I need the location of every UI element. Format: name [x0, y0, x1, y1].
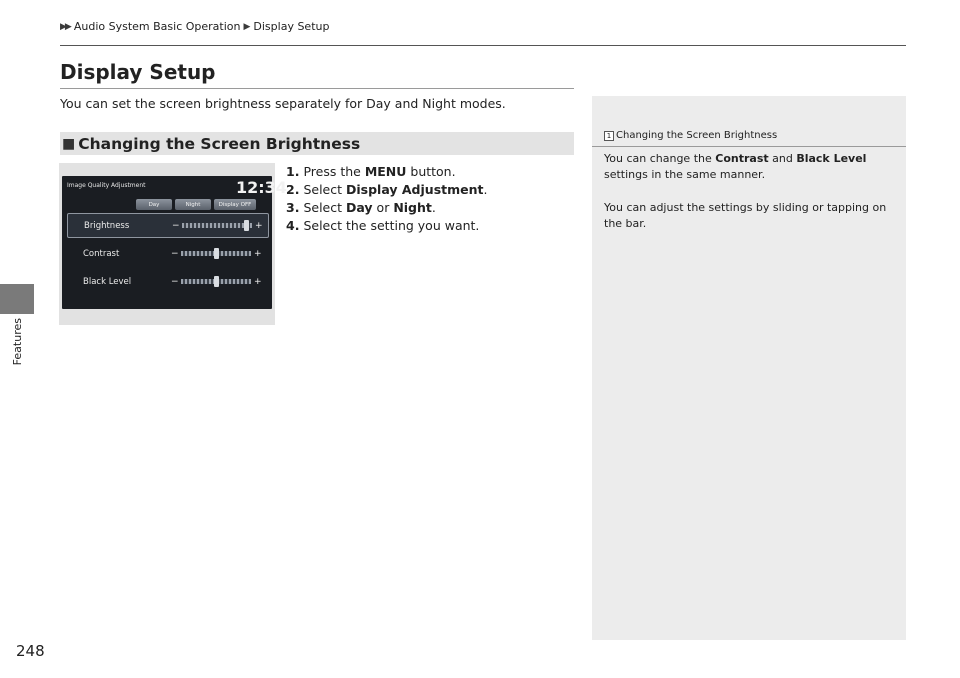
- step-text: or: [372, 200, 394, 215]
- section-square-icon: ■: [62, 135, 76, 152]
- screen-row-black-level[interactable]: [67, 269, 269, 294]
- slider-knob[interactable]: [244, 220, 249, 231]
- chapter-tab-label: Features: [11, 318, 24, 366]
- step-number: 1.: [286, 164, 300, 179]
- note-text: settings in the same manner.: [604, 168, 766, 181]
- screen-clock: 12:34: [236, 178, 287, 197]
- step-number: 3.: [286, 200, 300, 215]
- step-text: .: [483, 182, 488, 197]
- brightness-slider[interactable]: [182, 223, 252, 228]
- header-divider: [60, 45, 906, 46]
- section-title: Changing the Screen Brightness: [78, 134, 361, 153]
- section-heading: [60, 132, 574, 155]
- screen-row-label: Contrast: [83, 248, 120, 259]
- screen-display: [62, 176, 287, 309]
- intro-text: You can set the screen brightness separately for Day and Night modes.: [60, 96, 506, 111]
- page-number: 248: [16, 642, 45, 660]
- screen-tab-day[interactable]: Day: [136, 199, 172, 210]
- step-number: 4.: [286, 218, 300, 233]
- screen-row-brightness[interactable]: [67, 213, 269, 238]
- note-divider: [592, 146, 906, 147]
- contrast-slider[interactable]: [181, 251, 251, 256]
- minus-icon[interactable]: −: [171, 248, 179, 259]
- step-text: Select: [303, 200, 346, 215]
- step-bold: Day: [346, 200, 373, 215]
- chapter-tab: [0, 284, 34, 314]
- step-text: Press the: [303, 164, 365, 179]
- step-bold: MENU: [364, 164, 407, 179]
- step-number: 2.: [286, 182, 300, 197]
- note-sidebar: [592, 96, 906, 640]
- note-text: and: [768, 152, 797, 165]
- step-bold: Display Adjustment: [346, 182, 484, 197]
- note-bold: Black Level: [796, 152, 867, 165]
- breadcrumb-section: Audio System Basic Operation: [73, 20, 241, 33]
- minus-icon[interactable]: −: [172, 220, 180, 231]
- note-bold: Contrast: [715, 152, 769, 165]
- breadcrumb-separator-icon: ▶: [243, 21, 251, 32]
- note-heading: [604, 130, 777, 141]
- step-item: [286, 181, 487, 199]
- screen-row-label: Black Level: [83, 276, 132, 287]
- note-text: You can change the: [604, 152, 716, 165]
- step-bold: Night: [393, 200, 432, 215]
- page-title: Display Setup: [60, 60, 216, 84]
- screen-mode-tabs: [136, 199, 256, 210]
- breadcrumb: [60, 20, 329, 33]
- slider-knob[interactable]: [214, 248, 219, 259]
- step-text: .: [431, 200, 436, 215]
- reference-number-icon: 1: [604, 131, 614, 141]
- black-level-slider[interactable]: [181, 279, 251, 284]
- step-item: [286, 217, 487, 235]
- step-item: [286, 163, 487, 181]
- step-text: Select: [303, 182, 346, 197]
- step-item: [286, 199, 487, 217]
- note-paragraph: [604, 151, 896, 183]
- step-text: Select the setting you want.: [303, 218, 480, 233]
- screen-title: Image Quality Adjustment: [67, 182, 146, 189]
- minus-icon[interactable]: −: [171, 276, 179, 287]
- screen-row-contrast[interactable]: [67, 241, 269, 266]
- note-heading-text: Changing the Screen Brightness: [616, 130, 778, 141]
- screen-tab-night[interactable]: Night: [175, 199, 211, 210]
- breadcrumb-arrow-icon: ▶▶: [60, 21, 70, 32]
- plus-icon[interactable]: +: [255, 220, 263, 231]
- screen-tab-display-off[interactable]: Display OFF: [214, 199, 256, 210]
- screen-illustration: [59, 163, 287, 325]
- breadcrumb-page: Display Setup: [253, 20, 330, 33]
- plus-icon[interactable]: +: [254, 276, 262, 287]
- title-divider: [60, 88, 574, 89]
- note-paragraph: You can adjust the settings by sliding or tapping on the bar.: [604, 201, 887, 230]
- plus-icon[interactable]: +: [254, 248, 262, 259]
- slider-knob[interactable]: [214, 276, 219, 287]
- step-text: button.: [406, 164, 456, 179]
- step-list: [286, 163, 487, 235]
- screen-row-label: Brightness: [84, 220, 130, 231]
